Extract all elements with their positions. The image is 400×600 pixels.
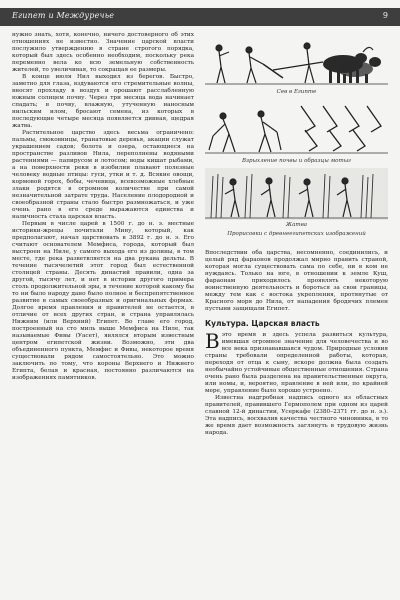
left-text-column <box>12 32 194 382</box>
hoeing-drawing <box>205 98 388 156</box>
caption-sowing: Сев в Египте <box>276 89 317 95</box>
paragraph-text: это время и здесь успела развиться культура, имевшая огромное значение для человечества и во все века признававшаяся чудом. Природные условия страны требовали определенной работы, которая, переходя от отца к сыну, вскоре должна была создать необычайно устойчивые общественные отношения. Страна очень рано была разделена на правительственные округа, или номы, и, вероятно, правление в ней или, по крайней мере, управление было хорошо устроено. <box>205 332 388 394</box>
section-heading: Культура. Царская власть <box>205 319 320 328</box>
paragraph: нужно знать, хотя, конечно, ничего достоверного об этих отношениях не известно. Значение царской власти послужило утверждению в стране строгого порядка, который был здесь особенно необходим, поскольку река переменно вела ко всю земельную собственность жителей, то увеличивая, то сокращая ее размеры. <box>12 32 194 73</box>
hoeing-scene <box>205 98 388 156</box>
harvest-scene <box>205 168 388 220</box>
page-number: 9 <box>382 11 388 20</box>
figure-credit: Прорисовки с древнеегипетских изображений <box>227 231 366 237</box>
right-text-column <box>205 250 388 437</box>
paragraph: Растительное царство здесь весьма ограничено: пальмы, смоковницы, гранатовые деревья, акации служат украшением садов; болота и озера, остающиеся на пространстве разливов Нила, переполнены водяными растениями — папирусом и лотосом; воды кишат рыбами, а на поверхности реки в изобилии плавают полезные человеку водные птицы: гуси, утки и т. д. Всякие овощи, кормовой горох, бобы, чечевица, всевозможные хлебные злаки родятся в огромном количестве при самой незначительной затрате труда. Население плодородной и своеобразной страны стало быстро размножаться, и уже очень рано в его среде выражаются единства и наличность стала царская власть. <box>12 130 194 220</box>
paragraph: Известна надгробная надпись одного из областных правителей, правившего Гермополем при одном из царей славной 12-й династии, Усеркафе (2380–2371 гг. до н. э.). Эта надпись, восхвалив качества честного чиновника, в то же время дает возможность заглянуть в трудовую жизнь народа. <box>205 395 388 436</box>
sowing-scene <box>205 32 388 87</box>
running-header <box>0 8 400 26</box>
caption-harvest: Жатва <box>285 222 308 228</box>
paragraph: Впоследствии оба царства, несомненно, соединились, и целый ряд фараонов продолжал мирно править страной, которая могла существовать сама по себе, ни в ком не нуждаясь. Только на юге, в отношении к земле Куш, фараонам приходилось проявлять некоторую воинственную деятельность и бороться за свои границы, между тем как с востока укрепления, протянутые от Красного моря до Нила, от нападения бродячих племен пустыни защищали Египет. <box>205 250 388 312</box>
egyptian-agriculture-illustration <box>205 32 388 244</box>
paragraph-with-dropcap <box>205 329 388 395</box>
drop-cap: В <box>205 329 220 353</box>
sowing-drawing <box>205 32 388 87</box>
paragraph: Первым в числе царей в 1500 г. до н. э. местные историки-жрецы почитали Мину, который, как предполагают, начал царствовать в 3892 г. до н. э. Его считают основателем Мемфиса, города, который был выстроен на Ниле, у самого выхода его из долины, в том месте, где река разветвляется на два рукава дельты. В течение тысячелетий этот город был естественной столицей страны. Десять династий правили, одна за другой, тысячу лет, и нет в истории другого примера столь продолжительной эры, в течение которой какому бы то ни было народу дано было полное и беспрепятственное развитие в самых своеобразных и оригинальных формах. Долгое время правления и правителей не остается, в отличие от всех других стран, и страна управлялась Нижним (или Верхний) Египет. Во главе его город, построенный на сто миль выше Мемфиса на Ниле, так называемые Фивы (Уасет), являлся вторым известным центром египетской жизни. Возможно, эти два объединенного пункта, Мемфис и Фивы, некоторое время существовали рядом самостоятельно. Это можно заключить по тому, что короны Верхнего и Нижнего Египта, белая и красная, постоянно различаются на изображениях памятников. <box>12 221 194 381</box>
paragraph: В конце июля Нил выходил из берегов. Быстро, заметно для глаза, вздуваются его стремительные волны, вносят прохладу в воздух и орошают расслабленную южным солнцем почву. Через три месяца вода начинает спадать; в почву, влажную, утученную наносным нильским илом, бросают семена, из которых в последующие четыре месяца появляется дивная, щедрая жатва. <box>12 74 194 129</box>
running-title: Египет и Междуречье <box>12 11 115 20</box>
harvest-drawing <box>205 168 388 220</box>
caption-hoeing: Взрыхление почвы и образцы мотыг <box>242 158 351 164</box>
